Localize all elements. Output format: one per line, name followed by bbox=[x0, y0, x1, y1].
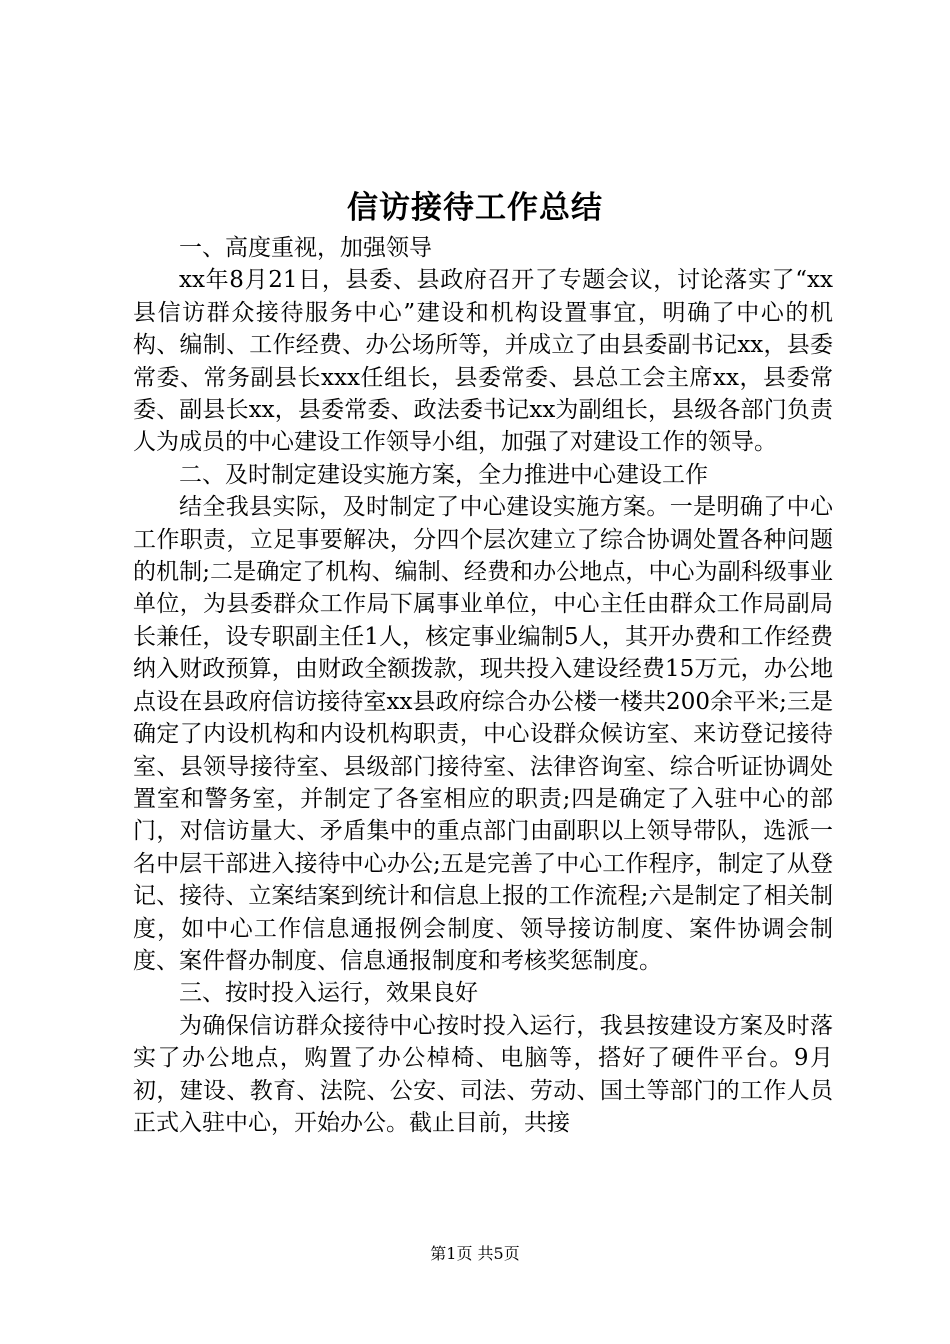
document-body bbox=[133, 232, 833, 1139]
paragraph: xx年8月21日，县委、县政府召开了专题会议，讨论落实了“xx县信访群众接待服务中心”建设和机构设置事宜，明确了中心的机构、编制、工作经费、办公场所等，并成立了由县委副书记xx，县委常委、常务副县长xxx任组长，县委常委、县总工会主席xx，县委常委、副县长xx，县委常委、政法委书记xx为副组长，县级各部门负责人为成员的中心建设工作领导小组，加强了对建设工作的领导。 bbox=[133, 267, 833, 456]
paragraph: 为确保信访群众接待中心按时投入运行，我县按建设方案及时落实了办公地点，购置了办公棹椅、电脑等，搭好了硬件平台。9月初，建设、教育、法院、公安、司法、劳动、国土等部门的工作人员正式入驻中心，开始办公。截止目前，共接 bbox=[133, 1012, 833, 1136]
section-heading-1: 一、高度重视，加强领导 bbox=[179, 235, 432, 261]
section-heading-2: 二、及时制定建设实施方案，全力推进中心建设工作 bbox=[179, 461, 708, 488]
paragraph: 结全我县实际，及时制定了中心建设实施方案。一是明确了中心工作职责，立足事要解决，分四个层次建立了综合协调处置各种问题的机制;二是确定了机构、编制、经费和办公地点，中心为副科级事业单位，为县委群众工作局下属事业单位，中心主任由群众工作局副局长兼任，设专职副主任1人，核定事业编制5人，其开办费和工作经费纳入财政预算，由财政全额拨款，现共投入建设经费15万元，办公地点设在县政府信访接待室xx县政府综合办公楼一楼共200余平米;三是确定了内设机构和内设机构职责，中心设群众候访室、来访登记接待室、县领导接待室、县级部门接待室、法律咨询室、综合听证协调处置室和警务室，并制定了各室相应的职责;四是确定了入驻中心的部门，对信访量大、矛盾集中的重点部门由副职以上领导带队，选派一名中层干部进入接待中心办公;五是完善了中心工作程序，制定了从登记、接待、立案结案到统计和信息上报的工作流程;六是制定了相关制度，如中心工作信息通报例会制度、领导接访制度、案件协调会制度、案件督办制度、信息通报制度和考核奖惩制度。 bbox=[133, 494, 833, 974]
document-title: 信访接待工作总结 bbox=[347, 190, 603, 226]
page-footer: 第1页 共5页 bbox=[430, 1244, 520, 1263]
section-heading-3: 三、按时投入运行，效果良好 bbox=[179, 980, 478, 1007]
